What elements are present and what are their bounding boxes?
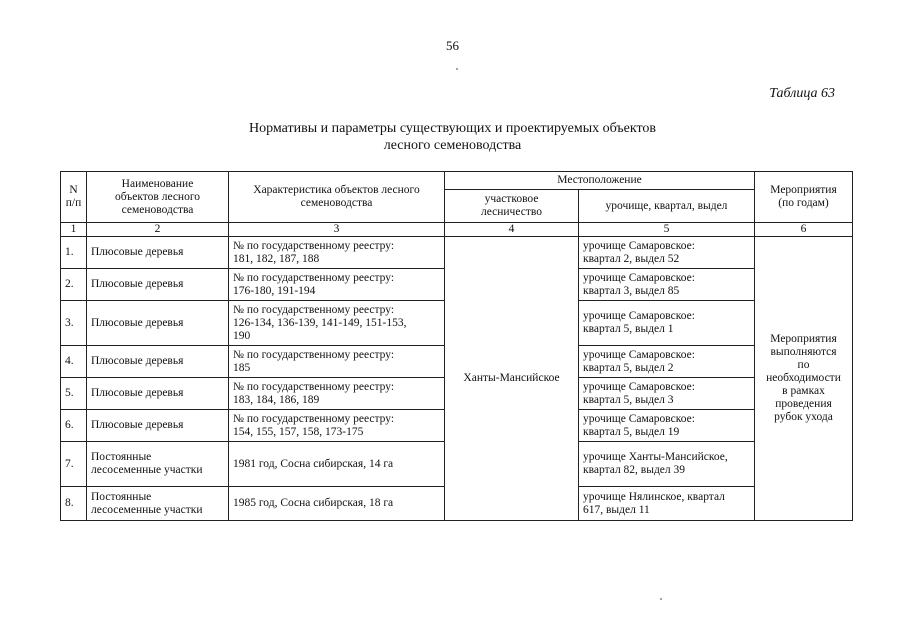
header-text: лесничество <box>481 206 542 218</box>
object-name: Плюсовые деревья <box>87 378 229 410</box>
header-name <box>87 172 229 223</box>
page-number: 56 <box>446 38 459 53</box>
object-characteristic: 1985 год, Сосна сибирская, 18 га <box>229 487 445 521</box>
cell-line: выполняются <box>770 346 837 358</box>
row-number: 1. <box>61 237 87 269</box>
table-label: Таблица 63 <box>769 86 835 101</box>
cell-line: 154, 155, 157, 158, 173-175 <box>233 425 364 438</box>
header-text: (по годам) <box>778 197 829 209</box>
row-number: 7. <box>61 442 87 487</box>
cell-line: квартал 5, выдел 1 <box>583 323 674 335</box>
cell-line: урочище Самаровское: <box>583 271 695 284</box>
cell-line: 181, 182, 187, 188 <box>233 252 320 265</box>
cell-line: 185 <box>233 361 251 374</box>
object-characteristic <box>229 378 445 410</box>
header-location: Местоположение <box>445 172 755 190</box>
object-characteristic <box>229 346 445 378</box>
header-tract: урочище, квартал, выдел <box>579 190 755 223</box>
cell-line: урочище Самаровское: <box>583 310 695 322</box>
tract-cell <box>579 487 755 521</box>
tract-cell <box>579 301 755 346</box>
object-characteristic <box>229 269 445 301</box>
cell-line: урочище Нялинское, квартал <box>583 490 725 503</box>
header-text: семеноводства <box>121 203 194 216</box>
cell-line: квартал 5, выдел 2 <box>583 361 674 374</box>
header-text: Мероприятия <box>770 184 837 196</box>
table-title <box>0 120 905 154</box>
cell-line: лесосеменные участки <box>91 464 203 476</box>
header-text: объектов лесного <box>114 190 201 203</box>
object-characteristic <box>229 237 445 269</box>
cell-line: № по государственному реестру: <box>233 239 395 252</box>
col-number: 3 <box>229 223 445 237</box>
object-characteristic <box>229 301 445 346</box>
cell-line: квартал 3, выдел 85 <box>583 284 680 297</box>
header-text: п/п <box>65 197 82 209</box>
cell-line: № по государственному реестру: <box>233 348 395 361</box>
row-number: 2. <box>61 269 87 301</box>
object-name <box>87 487 229 521</box>
measures-cell <box>755 237 853 521</box>
cell-line: № по государственному реестру: <box>233 271 395 284</box>
title-line: лесного семеноводства <box>383 138 522 153</box>
header-num <box>61 172 87 223</box>
object-name: Плюсовые деревья <box>87 269 229 301</box>
cell-line: лесосеменные участки <box>91 503 203 516</box>
cell-line: квартал 5, выдел 3 <box>583 393 674 406</box>
header-row <box>61 172 853 190</box>
cell-line: урочище Самаровское: <box>583 239 695 252</box>
object-name: Плюсовые деревья <box>87 346 229 378</box>
col-number: 4 <box>445 223 579 237</box>
cell-line: урочище Самаровское: <box>583 412 695 425</box>
tract-cell <box>579 378 755 410</box>
object-name: Плюсовые деревья <box>87 237 229 269</box>
tract-cell <box>579 237 755 269</box>
tract-cell <box>579 410 755 442</box>
tract-cell <box>579 346 755 378</box>
cell-line: квартал 2, выдел 52 <box>583 252 680 265</box>
cell-line: 176-180, 191-194 <box>233 284 316 297</box>
object-name: Плюсовые деревья <box>87 301 229 346</box>
header-text: Характеристика объектов лесного <box>253 184 420 196</box>
cell-line: Постоянные <box>91 490 152 503</box>
cell-line: квартал 5, выдел 19 <box>583 425 680 438</box>
header-characteristic <box>229 172 445 223</box>
cell-line: № по государственному реестру: <box>233 380 395 393</box>
cell-line: 190 <box>233 329 251 342</box>
col-number: 1 <box>61 223 87 237</box>
col-number: 5 <box>579 223 755 237</box>
cell-line: № по государственному реестру: <box>233 412 395 425</box>
header-text: участковое <box>484 193 539 205</box>
table-row <box>61 237 853 269</box>
header-text: N <box>69 184 78 196</box>
cell-line: в рамках <box>782 385 825 397</box>
object-name: Плюсовые деревья <box>87 410 229 442</box>
object-characteristic <box>229 410 445 442</box>
object-name <box>87 442 229 487</box>
row-number: 5. <box>61 378 87 410</box>
title-line: Нормативы и параметры существующих и проектируемых объектов <box>249 121 656 136</box>
cell-line: урочище Самаровское: <box>583 380 695 393</box>
scan-speck <box>456 68 458 70</box>
header-text: Наименование <box>121 177 194 190</box>
header-text: семеноводства <box>300 197 373 209</box>
forestry-cell: Ханты-Мансийское <box>445 237 579 521</box>
cell-line: рубок ухода <box>774 411 833 423</box>
cell-line: 183, 184, 186, 189 <box>233 393 320 406</box>
col-number: 2 <box>87 223 229 237</box>
seed-objects-table <box>60 171 853 521</box>
object-characteristic: 1981 год, Сосна сибирская, 14 га <box>229 442 445 487</box>
cell-line: Мероприятия <box>770 333 837 345</box>
cell-line: квартал 82, выдел 39 <box>583 464 686 476</box>
cell-line: по <box>797 359 810 371</box>
scan-speck <box>660 598 662 600</box>
header-measures <box>755 172 853 223</box>
cell-line: 126-134, 136-139, 141-149, 151-153, <box>233 316 407 329</box>
row-number: 3. <box>61 301 87 346</box>
row-number: 6. <box>61 410 87 442</box>
cell-line: проведения <box>775 398 832 410</box>
cell-line: урочище Самаровское: <box>583 348 695 361</box>
tract-cell <box>579 269 755 301</box>
cell-line: необходимости <box>766 372 841 384</box>
tract-cell <box>579 442 755 487</box>
row-number: 4. <box>61 346 87 378</box>
cell-line: 617, выдел 11 <box>583 503 650 516</box>
cell-line: Постоянные <box>91 451 152 463</box>
cell-line: урочище Ханты-Мансийское, <box>583 451 728 463</box>
col-number: 6 <box>755 223 853 237</box>
row-number: 8. <box>61 487 87 521</box>
header-forestry <box>445 190 579 223</box>
cell-line: № по государственному реестру: <box>233 303 395 316</box>
column-number-row <box>61 223 853 237</box>
